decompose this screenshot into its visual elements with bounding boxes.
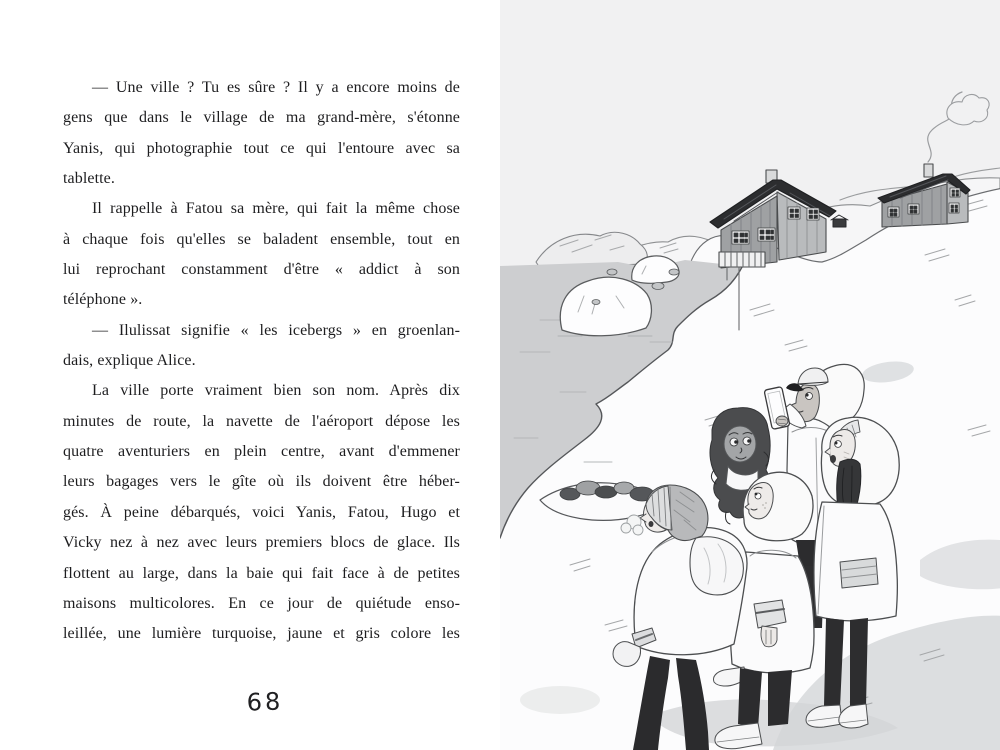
- text-line: dais, explique Alice.: [63, 352, 196, 370]
- hand: [761, 626, 777, 647]
- open-mouth: [649, 521, 654, 527]
- page-number: 68: [246, 687, 284, 717]
- text-line: — Une ville ? Tu es sûre ? Il y a encore moins de: [92, 79, 460, 96]
- chimney: [924, 164, 933, 177]
- text-line: téléphone ».: [63, 291, 143, 309]
- text-line: — Ilulissat signifie « les icebergs » en groenlan-: [92, 321, 460, 339]
- text-line: leillée, une lumière turquoise, jaune et gris colore les: [63, 625, 460, 643]
- text-column: [63, 73, 460, 650]
- text-line: à chaque fois qu'elles se baladent ensemble, tout en: [63, 230, 460, 248]
- text-line: flottent au large, dans la baie qui fait face à de petites: [63, 564, 460, 582]
- illustration: [500, 0, 1000, 750]
- text-line: Yanis, qui photographie tout ce qui l'entoure avec sa: [63, 139, 460, 157]
- text-line: lui reprochant constamment d'être « addict à son: [63, 261, 460, 279]
- illustration-svg: [500, 0, 1000, 750]
- text-line: maisons multicolores. En ce jour de quiétude enso-: [63, 594, 460, 612]
- text-line: gés. À peine débarqués, voici Yanis, Fatou, Hugo et: [63, 503, 460, 521]
- text-line: tablette.: [63, 170, 115, 188]
- hand: [776, 416, 788, 426]
- text-line: Il rappelle à Fatou sa mère, qui fait la même chose: [92, 200, 460, 218]
- text-line: Vicky nez à nez avec leurs premiers blocs de glace. Ils: [63, 534, 460, 552]
- face: [724, 426, 756, 462]
- foundation: [719, 252, 765, 267]
- text-line: quatre aventuriers en plein centre, avant d'emmener: [63, 443, 460, 461]
- open-mouth: [830, 455, 836, 463]
- text-line: La ville porte vraiment bien son nom. Après dix: [92, 382, 460, 400]
- text-line: gens que dans le village de ma grand-mère, s'étonne: [63, 109, 460, 127]
- text-line: minutes de route, la navette de l'aéroport dépose les: [63, 412, 460, 430]
- text-line: leurs bagages vers le gîte où ils doivent être héber-: [63, 473, 460, 491]
- pocket-cuff: [840, 558, 878, 588]
- mitten: [613, 642, 641, 667]
